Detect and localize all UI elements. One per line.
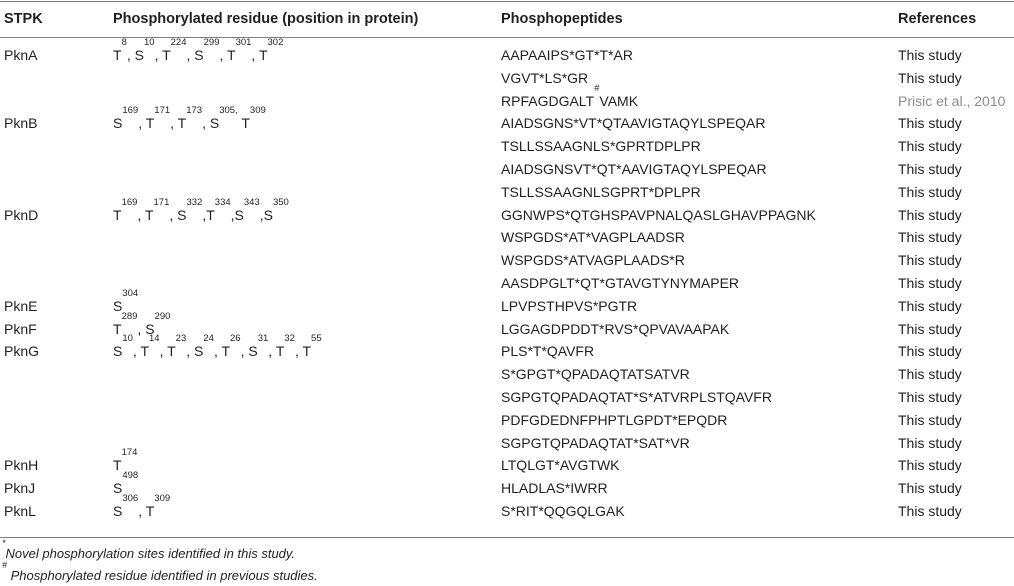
reference-cell: This study bbox=[898, 161, 962, 177]
phosphopeptide-cell: AAPAAIPS*GT*T*AR bbox=[501, 47, 634, 63]
table-top-rule bbox=[0, 1, 1014, 2]
reference-cell: This study bbox=[898, 47, 962, 63]
residue-letter: S bbox=[113, 115, 123, 132]
header-phosphopeptides: Phosphopeptides bbox=[501, 11, 623, 27]
phosphopeptide-cell: HLADLAS*IWRR bbox=[501, 480, 608, 497]
residue-letter: ,S bbox=[259, 206, 273, 223]
residue-letter: T bbox=[113, 320, 122, 337]
phosphopeptide-cell: TSLLSSAAGNLS*GPRTDPLPR bbox=[501, 138, 701, 155]
reference-cell: This study bbox=[898, 297, 962, 314]
residue-position: 305, bbox=[219, 105, 238, 117]
table-row bbox=[0, 363, 1014, 386]
table-row bbox=[0, 158, 1014, 181]
residue-position: 10 bbox=[143, 37, 155, 48]
residue-position: 26 bbox=[230, 333, 241, 345]
residue-cell bbox=[113, 196, 289, 223]
header-stpk: STPK bbox=[4, 11, 43, 27]
residue-position: 55 bbox=[311, 333, 322, 345]
residue-letter: S bbox=[113, 343, 123, 360]
stpk-cell: PknD bbox=[4, 206, 39, 223]
phosphopeptide-cell: AASDPGLT*QT*GTAVGTYNYMAPER bbox=[501, 275, 740, 291]
phosphopeptide-cell: WSPGDS*ATVAGPLAADS*R bbox=[501, 252, 685, 269]
footnote-text: Novel phosphorylation sites identified in this study. bbox=[5, 546, 296, 561]
table-row bbox=[0, 409, 1014, 432]
table-row bbox=[0, 272, 1014, 295]
residue-position: 174 bbox=[121, 447, 138, 459]
residue-letter: , T bbox=[159, 343, 176, 360]
footnote-text: Phosphorylated residue identified in previous studies. bbox=[7, 568, 318, 583]
table-row bbox=[0, 493, 1014, 523]
phosphopeptide-cell: S*RIT*QQGQLGAK bbox=[501, 503, 625, 519]
footnote-mark: * bbox=[2, 538, 6, 548]
table-row bbox=[0, 226, 1014, 249]
footnote-mark: # bbox=[2, 560, 8, 570]
residue-position: 14 bbox=[149, 333, 160, 345]
table-row bbox=[0, 82, 1014, 113]
residue-position: 343 bbox=[243, 196, 260, 208]
reference-cell: This study bbox=[898, 434, 962, 451]
table-row bbox=[0, 432, 1014, 455]
residue-cell bbox=[113, 37, 284, 63]
table-row bbox=[0, 386, 1014, 409]
reference-cell: This study bbox=[898, 115, 962, 132]
reference-cell: This study bbox=[898, 252, 962, 269]
header-phosphorylated-residue: Phosphorylated residue (position in protein) bbox=[113, 11, 419, 27]
residue-position: 306 bbox=[122, 493, 139, 504]
residue-position: 8 bbox=[121, 37, 127, 48]
peptide-segment: RPFAGDGALT bbox=[501, 92, 595, 109]
table-bottom-rule bbox=[0, 537, 1014, 538]
residue-cell bbox=[113, 333, 322, 360]
residue-position: 334 bbox=[214, 196, 231, 208]
residue-position: 169 bbox=[122, 105, 139, 117]
stpk-cell: PknE bbox=[4, 297, 38, 314]
residue-letter: , T bbox=[154, 47, 171, 63]
residue-letter: , T bbox=[170, 115, 187, 132]
reference-cell: This study bbox=[898, 69, 962, 86]
residue-position: 169 bbox=[121, 196, 138, 208]
reference-cell: This study bbox=[898, 389, 962, 405]
table-row bbox=[0, 105, 1014, 135]
reference-cell: This study bbox=[898, 480, 962, 497]
residue-letter: , T bbox=[138, 115, 155, 132]
phosphopeptide-cell: WSPGDS*AT*VAGPLAADSR bbox=[501, 229, 685, 246]
residue-position: 31 bbox=[257, 333, 269, 345]
residue-position: 289 bbox=[121, 310, 138, 322]
residue-letter: T bbox=[113, 47, 122, 63]
phosphopeptide-cell: LGGAGDPDDT*RVS*QPVAVAAPAK bbox=[501, 320, 730, 337]
stpk-cell: PknJ bbox=[4, 480, 36, 497]
reference-cell: Prisic et al., 2010 bbox=[898, 92, 1006, 109]
residue-position: 304 bbox=[122, 287, 139, 299]
residue-position: 332 bbox=[186, 196, 203, 208]
residue-letter: ,S bbox=[230, 206, 244, 223]
stpk-cell: PknL bbox=[4, 503, 36, 519]
residue-letter: , S bbox=[186, 47, 204, 63]
reference-cell: This study bbox=[898, 229, 962, 246]
residue-position: 171 bbox=[153, 196, 170, 208]
residue-cell bbox=[113, 105, 266, 132]
residue-position: 171 bbox=[154, 105, 171, 117]
table-row bbox=[0, 181, 1014, 204]
footnote bbox=[2, 538, 296, 561]
phosphopeptide-cell: GGNWPS*QTGHSPAVPNALQASLGHAVPPAGNK bbox=[501, 206, 816, 223]
residue-position: 224 bbox=[170, 37, 187, 48]
phosphopeptide-cell: TSLLSSAAGNLSGPRT*DPLPR bbox=[501, 183, 701, 200]
reference-cell: This study bbox=[898, 183, 962, 200]
footnote bbox=[2, 560, 318, 583]
phosphopeptide-cell: PLS*T*QAVFR bbox=[501, 343, 595, 360]
residue-position: 290 bbox=[154, 310, 171, 322]
phosphopeptide-cell: AIADSGNSVT*QT*AAVIGTAQYLSPEQAR bbox=[501, 161, 767, 177]
reference-cell: This study bbox=[898, 503, 962, 519]
residue-letter: , T bbox=[251, 47, 268, 63]
residue-letter: , S bbox=[137, 320, 155, 337]
residue-letter: , T bbox=[138, 503, 155, 519]
residue-letter: , T bbox=[213, 343, 231, 360]
residue-letter: , T bbox=[219, 47, 236, 63]
residue-letter: S bbox=[113, 480, 123, 497]
residue-cell bbox=[113, 493, 171, 519]
residue-letter: , S bbox=[186, 343, 204, 360]
phosphopeptide-cell: S*GPGT*QPADAQTATSATVR bbox=[501, 366, 690, 383]
table-row bbox=[0, 196, 1014, 227]
residue-position: 309 bbox=[154, 493, 171, 504]
residue-position: 23 bbox=[175, 333, 187, 345]
residue-letter: T bbox=[113, 457, 122, 474]
residue-letter: S bbox=[113, 297, 123, 314]
residue-position: 299 bbox=[203, 37, 220, 48]
phosphopeptide-cell: PDFGDEDNFPHPTLGPDT*EPQDR bbox=[501, 411, 728, 428]
phosphopeptide-cell: AIADSGNS*VT*QTAAVIGTAQYLSPEQAR bbox=[501, 115, 766, 132]
stpk-cell: PknB bbox=[4, 115, 38, 132]
phosphopeptide-cell: LTQLGT*AVGTWK bbox=[501, 457, 620, 474]
reference-cell: This study bbox=[898, 343, 962, 360]
previous-study-mark: # bbox=[594, 82, 600, 94]
residue-position: 498 bbox=[122, 470, 139, 482]
stpk-cell: PknF bbox=[4, 320, 37, 337]
residue-position: 32 bbox=[284, 333, 295, 345]
table-row bbox=[0, 447, 1014, 477]
peptide-segment: VAMK bbox=[599, 92, 639, 109]
residue-letter: T bbox=[237, 115, 250, 132]
phosphopeptide-cell bbox=[501, 82, 639, 109]
phosphopeptide-cell: VGVT*LS*GR bbox=[501, 69, 589, 86]
phosphopeptide-cell: LPVPSTHPVS*PGTR bbox=[501, 297, 638, 314]
phosphopeptide-cell: SGPGTQPADAQTAT*S*ATVRPLSTQAVFR bbox=[501, 389, 772, 405]
residue-position: 173 bbox=[186, 105, 203, 117]
table-row bbox=[0, 287, 1014, 318]
table-row bbox=[0, 67, 1014, 90]
residue-letter: , T bbox=[268, 343, 285, 360]
reference-cell: This study bbox=[898, 275, 962, 291]
residue-letter: , T bbox=[137, 206, 154, 223]
residue-position: 301 bbox=[235, 37, 252, 48]
table-row bbox=[0, 249, 1014, 272]
residue-position: 309 bbox=[249, 105, 266, 117]
table-row bbox=[0, 470, 1014, 500]
residue-letter: , S bbox=[202, 115, 220, 132]
table-row bbox=[0, 37, 1014, 67]
reference-cell: This study bbox=[898, 366, 962, 383]
residue-position: 302 bbox=[267, 37, 284, 48]
residue-letter: , T bbox=[132, 343, 149, 360]
reference-cell: This study bbox=[898, 138, 962, 155]
residue-position: 350 bbox=[272, 196, 289, 208]
residue-letter: ,T bbox=[202, 206, 215, 223]
residue-letter: , S bbox=[126, 47, 144, 63]
residue-position: 10 bbox=[122, 333, 133, 345]
stpk-cell: PknH bbox=[4, 457, 39, 474]
reference-cell: This study bbox=[898, 320, 962, 337]
residue-position: 24 bbox=[203, 333, 214, 345]
residue-letter: , S bbox=[240, 343, 258, 360]
stpk-cell: PknA bbox=[4, 47, 38, 63]
residue-letter: , T bbox=[294, 343, 312, 360]
residue-letter: T bbox=[113, 206, 122, 223]
reference-cell: This study bbox=[898, 206, 962, 223]
table-row bbox=[0, 333, 1014, 363]
reference-cell: This study bbox=[898, 411, 962, 428]
residue-letter: , S bbox=[169, 206, 187, 223]
phosphopeptide-cell: SGPGTQPADAQTAT*SAT*VR bbox=[501, 434, 690, 451]
residue-letter: S bbox=[113, 503, 123, 519]
header-references: References bbox=[898, 11, 977, 27]
table-row bbox=[0, 135, 1014, 158]
reference-cell: This study bbox=[898, 457, 962, 474]
stpk-cell: PknG bbox=[4, 343, 40, 360]
